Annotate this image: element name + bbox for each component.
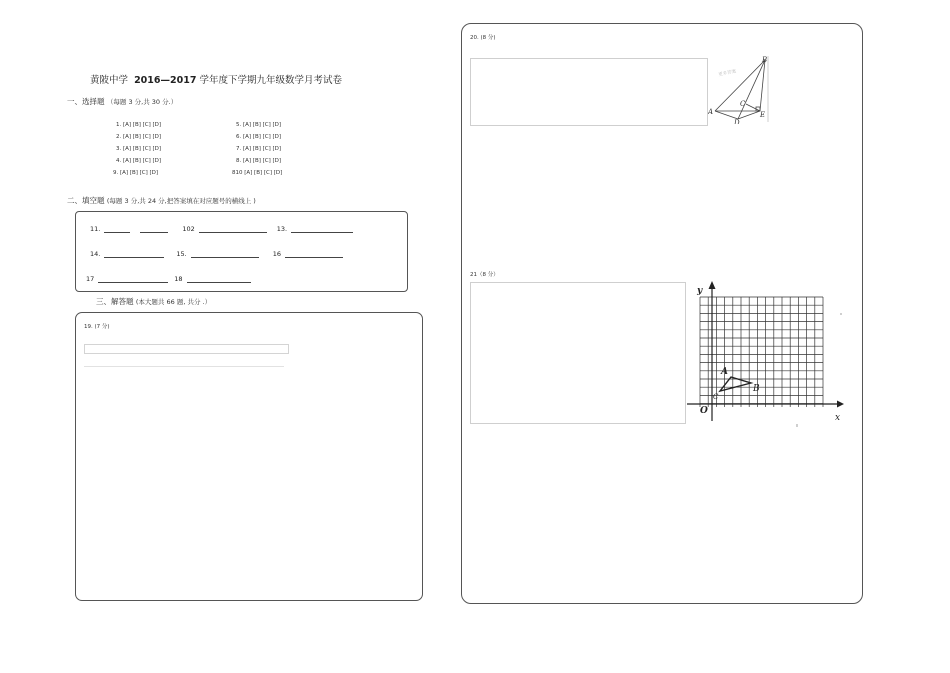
choice-row-7[interactable]: 7. [A] [B] [C] [D] [236, 146, 282, 152]
blank-row-2 [90, 249, 349, 258]
title-school: 黄陂中学 [90, 75, 129, 86]
q19-label: 19. (7 分) [84, 324, 110, 330]
y-axis-label: y [697, 286, 703, 296]
blank-15[interactable] [191, 249, 259, 258]
blank-label-16: 16 [272, 250, 281, 258]
blank-11b[interactable] [140, 224, 168, 233]
y-axis-arrow-icon [709, 281, 716, 289]
blank-label-13: 13. [276, 225, 288, 233]
point-A-label: A [721, 367, 728, 377]
title-years: 2016—2017 [134, 75, 197, 86]
blank-14[interactable] [104, 249, 164, 258]
q20-label-A: A [708, 108, 714, 116]
q21-label: 21（8 分） [470, 272, 499, 278]
choice-row-5[interactable]: 5. [A] [B] [C] [D] [236, 122, 282, 128]
blank-13[interactable] [291, 224, 353, 233]
q20-label-D: D [734, 119, 740, 124]
q21-answer-area[interactable] [470, 282, 686, 424]
right-answer-box[interactable] [461, 23, 863, 604]
title-text: 学年度下学期九年级数学月考试卷 [199, 75, 342, 86]
section1-heading [67, 96, 177, 107]
blank-label-17: 17 [86, 275, 95, 283]
q19-answer-box[interactable] [75, 312, 423, 601]
choice-row-3[interactable]: 3. [A] [B] [C] [D] [116, 146, 162, 152]
section2-note: (每题 3 分,共 24 分,把答案填在对应题号的横线上 ) [106, 197, 256, 205]
blank-label-18: 18 [174, 275, 183, 283]
choice-row-9[interactable]: 9. [A] [B] [C] [D] [113, 170, 159, 176]
blank-label-12: 102 [182, 225, 195, 233]
blank-label-15: 15. [176, 250, 187, 258]
section1-title: 一、选择题 [67, 97, 105, 106]
choice-row-4[interactable]: 4. [A] [B] [C] [D] [116, 158, 162, 164]
q20-label-C: C [740, 100, 746, 108]
blank-17[interactable] [98, 274, 168, 283]
section3-title: 三、解答题 [96, 297, 134, 306]
blank-label-11: 11. [90, 225, 101, 233]
choice-row-10[interactable]: 810 [A] [B] [C] [D] [232, 170, 283, 176]
blank-12[interactable] [199, 224, 267, 233]
point-B-label: B [753, 384, 760, 394]
section3-note: (本大题共 66 题, 共分 .） [135, 298, 212, 306]
section2-heading [67, 195, 256, 206]
x-axis-arrow-icon [837, 401, 844, 408]
choice-row-6[interactable]: 6. [A] [B] [C] [D] [236, 134, 282, 140]
choice-row-1[interactable]: 1. [A] [B] [C] [D] [116, 122, 162, 128]
page-title [90, 72, 342, 86]
q20-triangle-figure [708, 54, 778, 124]
choice-row-2[interactable]: 2. [A] [B] [C] [D] [116, 134, 162, 140]
x-axis-label: x [835, 413, 841, 423]
q19-faint-line [84, 366, 284, 367]
section3-heading [96, 296, 211, 307]
q21-coordinate-grid [687, 279, 852, 429]
section1-note: （每题 3 分,共 30 分.） [106, 98, 178, 106]
blank-row-1 [90, 224, 359, 233]
fill-in-box [75, 211, 408, 292]
q20-label-E: E [760, 111, 766, 119]
blank-label-14: 14. [90, 250, 101, 258]
point-C-label: C [713, 393, 719, 401]
blank-row-3 [86, 274, 257, 283]
svg-text:更多答案: 更多答案 [718, 69, 737, 78]
q20-answer-area[interactable] [470, 58, 708, 126]
blank-11a[interactable] [104, 224, 130, 233]
blank-16[interactable] [285, 249, 343, 258]
choice-row-8[interactable]: 8. [A] [B] [C] [D] [236, 158, 282, 164]
section2-title: 二、填空题 [67, 196, 105, 205]
blank-18[interactable] [187, 274, 251, 283]
q20-label: 20. (8 分) [470, 35, 496, 41]
q19-figure-placeholder [84, 344, 289, 354]
origin-label: O [700, 406, 708, 416]
q20-label-B: B [762, 56, 768, 64]
